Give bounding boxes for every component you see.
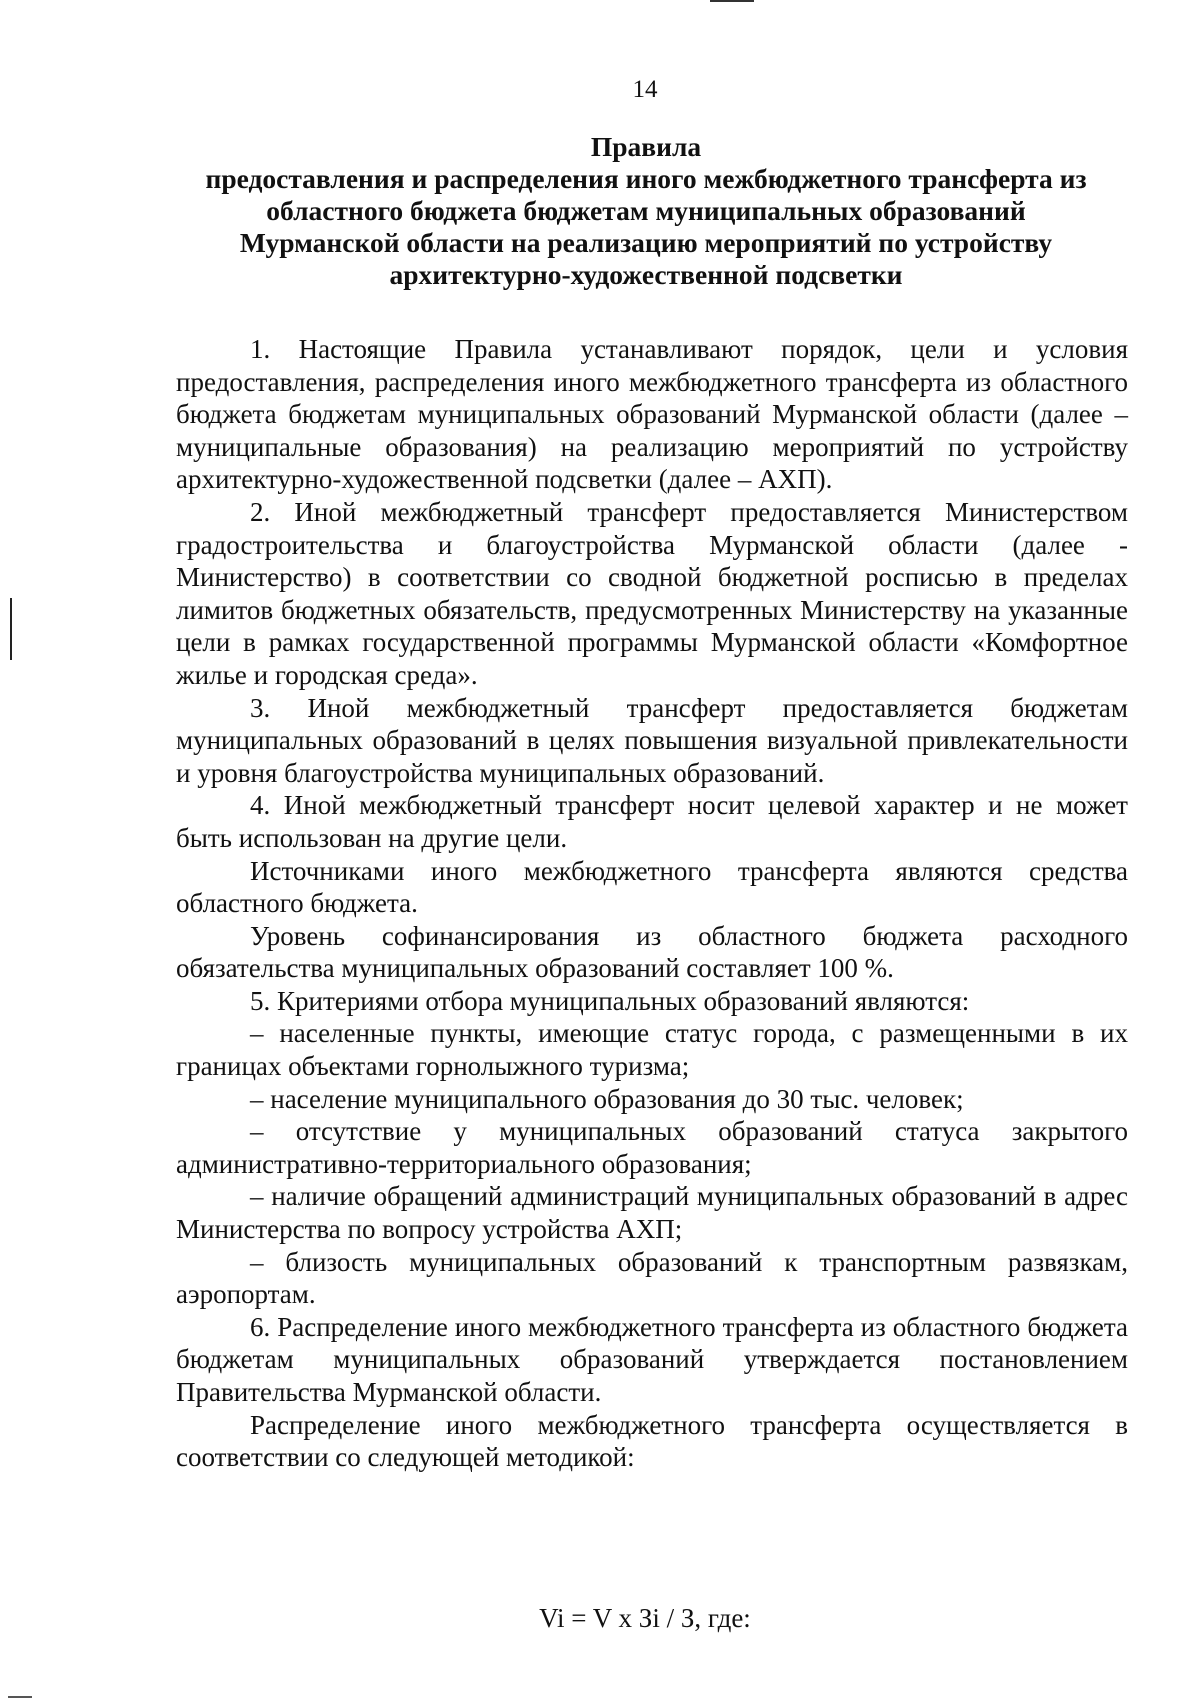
list-item: – население муниципального образования до 30 тыс. человек; <box>250 1083 964 1114</box>
paragraph: 2. Иной межбюджетный трансферт предоставляется Министерством градостроительства и благоустройства Мурманской области (далее - Министерство) в соответствии со сводной бюджетной росписью в пределах лимитов бюджетных обязательств, предусмотренных Министерству на указанные цели в рамках государственной программы Мурманской области «Комфортное жилье и городская среда». <box>176 496 1128 690</box>
scan-artifact-bottom <box>8 1696 32 1698</box>
formula: Vi = V x Зi / З, где: <box>539 1603 751 1633</box>
paragraph: 6. Распределение иного межбюджетного трансферта из областного бюджета бюджетам муниципальных образований утверждается постановлением Правительства Мурманской области. <box>176 1311 1128 1407</box>
list-item: – близость муниципальных образований к транспортным развязкам, аэропортам. <box>176 1246 1128 1310</box>
paragraph: 5. Критериями отбора муниципальных образований являются: <box>250 985 970 1016</box>
list-item: – наличие обращений администраций муниципальных образований в адрес Министерства по вопросу устройства АХП; <box>176 1181 1128 1245</box>
paragraph: 1. Настоящие Правила устанавливают порядок, цели и условия предоставления, распределения иного межбюджетного трансферта из областного бюджета бюджетам муниципальных образований Мурманской области (далее – муниципальные образования) на реализацию мероприятий по устройству архитектурно-художественной подсветки (далее – АХП). <box>176 334 1128 495</box>
page-number: 14 <box>632 76 658 103</box>
scan-artifact-left <box>10 598 12 660</box>
paragraph: Источниками иного межбюджетного трансферта являются средства областного бюджета. <box>176 855 1128 919</box>
scan-artifact-top <box>710 0 754 2</box>
paragraph: 4. Иной межбюджетный трансферт носит целевой характер и не может быть использован на другие цели. <box>176 790 1128 853</box>
paragraph: Распределение иного межбюджетного трансферта осуществляется в соответствии со следующей методикой: <box>176 1409 1128 1473</box>
document-body <box>176 333 1128 1474</box>
title-line: областного бюджета бюджетам муниципальных образований <box>266 195 1026 226</box>
document-title <box>176 131 1116 291</box>
paragraph: 3. Иной межбюджетный трансферт предоставляется бюджетам муниципальных образований в целях повышения визуальной привлекательности и уровня благоустройства муниципальных образований. <box>176 692 1128 788</box>
title-heading: Правила <box>590 131 702 162</box>
title-line: предоставления и распределения иного межбюджетного трансферта из <box>205 163 1087 194</box>
paragraph: Уровень софинансирования из областного бюджета расходного обязательства муниципальных образований составляет 100 %. <box>176 920 1128 984</box>
list-item: – населенные пункты, имеющие статус города, с размещенными в их границах объектами горнолыжного туризма; <box>176 1018 1128 1082</box>
title-line: архитектурно-художественной подсветки <box>389 259 903 290</box>
title-line: Мурманской области на реализацию мероприятий по устройству <box>239 227 1053 258</box>
list-item: – отсутствие у муниципальных образований статуса закрытого административно-территориального образования; <box>176 1116 1128 1179</box>
